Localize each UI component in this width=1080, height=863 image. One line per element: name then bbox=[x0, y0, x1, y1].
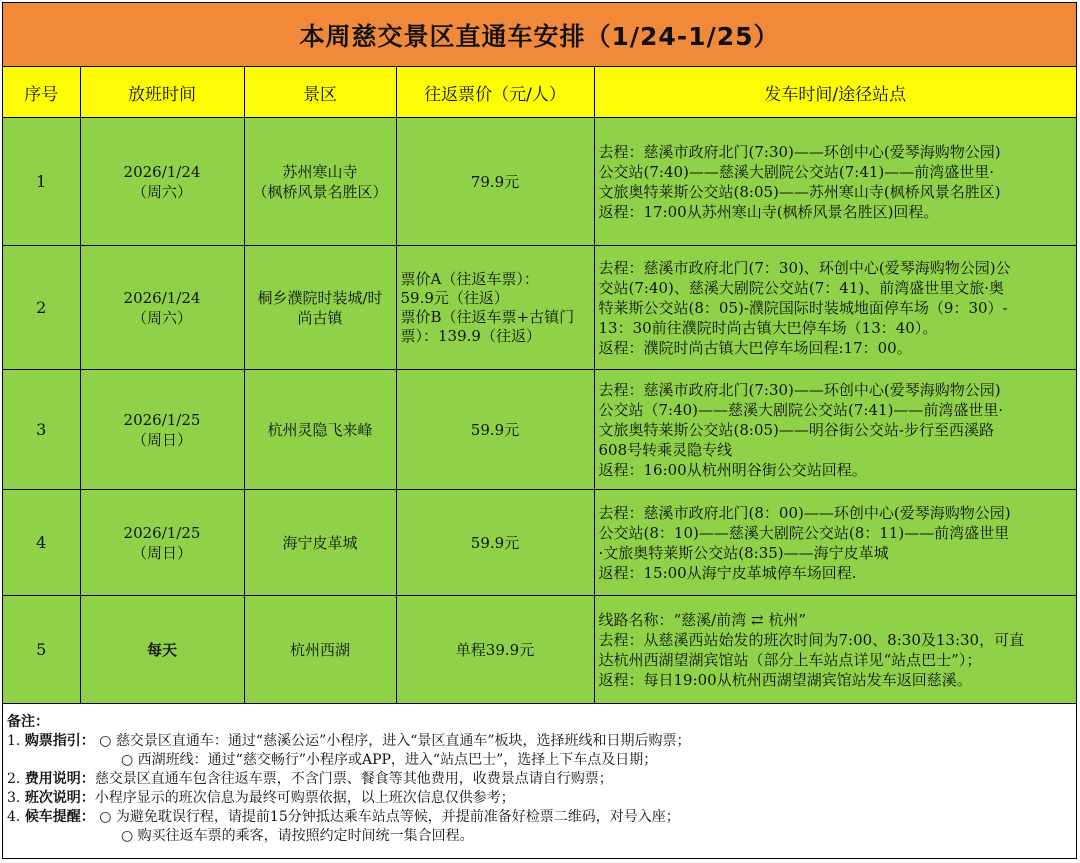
spot-line: 海宁皮革城 bbox=[282, 534, 358, 552]
date-line: 2026/1/25 bbox=[123, 523, 201, 542]
route-line: 去程：慈溪市政府北门(7:30)——环创中心(爱琴海购物公园) bbox=[598, 380, 1001, 399]
route-line: 交站(7:40)、慈溪大剧院公交站(7：41)、前湾盛世里文旅·奥 bbox=[598, 278, 1004, 297]
note-text: ○ 购买往返车票的乘客，请按照约定时间统一集合回程。 bbox=[121, 828, 474, 844]
route-line: 公交站(7:40)——慈溪大剧院公交站(7:41)——前湾盛世里· bbox=[598, 162, 995, 181]
table-row bbox=[3, 246, 1076, 370]
row-no: 5 bbox=[3, 596, 80, 704]
row-spot bbox=[244, 596, 396, 704]
row-no: 2 bbox=[3, 246, 80, 370]
row-price bbox=[396, 118, 594, 246]
row-date bbox=[80, 490, 244, 596]
note-number: 4. bbox=[7, 809, 21, 825]
schedule-table bbox=[3, 67, 1076, 704]
route-line: 去程：慈溪市政府北门(7:30)——环创中心(爱琴海购物公园) bbox=[598, 142, 1001, 161]
row-route bbox=[594, 370, 1076, 490]
page-title: 本周慈交景区直通车安排（1/24-1/25） bbox=[3, 3, 1076, 67]
row-spot bbox=[244, 118, 396, 246]
table-row bbox=[3, 370, 1076, 490]
price-line: 59.9元 bbox=[470, 534, 520, 552]
schedule-sheet bbox=[2, 2, 1077, 859]
price-line: 票价A（往返车票）： bbox=[400, 269, 539, 288]
route-line: 特莱斯公交站(8：05)-濮院国际时装城地面停车场（9：30）- bbox=[598, 298, 1008, 317]
route-line: 返程：15:00从海宁皮革城停车场回程. bbox=[598, 563, 857, 582]
row-spot bbox=[244, 370, 396, 490]
note-text: ○ 为避免耽误行程，请提前15分钟抵达乘车站点等候，并提前准备好检票二维码，对号入座； bbox=[99, 809, 680, 825]
route-line: 达杭州西湖望湖宾馆站（部分上车站点详见“站点巴士”）； bbox=[598, 650, 982, 669]
route-line: 公交站（7:40)——慈溪大剧院公交站(7:41)——前湾盛世里· bbox=[598, 400, 1004, 419]
table-header-row bbox=[3, 67, 1076, 118]
note-label: 班次说明： bbox=[24, 790, 95, 806]
price-line: 票价B（往返车票+古镇门 bbox=[400, 307, 575, 326]
note-number: 1. bbox=[7, 733, 21, 749]
note-text: ○ 西湖班线：通过“慈交畅行”小程序或APP，进入“站点巴士”，选择上下车点及日期； bbox=[121, 752, 658, 768]
price-line: 单程39.9元 bbox=[455, 641, 535, 659]
route-line: 返程：16:00从杭州明谷街公交站回程。 bbox=[598, 460, 867, 479]
route-line: 公交站(8：10)——慈溪大剧院公交站(8：11)——前湾盛世里 bbox=[598, 523, 1010, 542]
route-line: 去程：从慈溪西站始发的班次时间为7:00、8:30及13:30，可直 bbox=[598, 630, 1025, 649]
row-spot bbox=[244, 246, 396, 370]
row-spot bbox=[244, 490, 396, 596]
route-line: 13：30前往濮院时尚古镇大巴停车场（13：40）。 bbox=[598, 318, 938, 337]
row-date bbox=[80, 118, 244, 246]
spot-line: （枫桥风景名胜区） bbox=[252, 182, 388, 201]
row-route bbox=[594, 596, 1076, 704]
route-line: 608号转乘灵隐专线 bbox=[598, 440, 733, 459]
note-label: 候车提醒： bbox=[24, 809, 95, 825]
table-row bbox=[3, 596, 1076, 704]
weekday-line: （周日） bbox=[131, 430, 192, 449]
route-line: 文旅奥特莱斯公交站(8:05)——苏州寒山寺(枫桥风景名胜区) bbox=[598, 182, 1001, 201]
note-number: 2. bbox=[7, 771, 21, 787]
row-date bbox=[80, 246, 244, 370]
note-item bbox=[7, 732, 1076, 751]
note-label: 购票指引： bbox=[24, 733, 95, 749]
row-price bbox=[396, 246, 594, 370]
weekday-line: （周六） bbox=[131, 308, 192, 327]
note-text: 慈交景区直通车包含往返车票，不含门票、餐食等其他费用，收费景点请自行购票； bbox=[94, 771, 613, 787]
date-line: 2026/1/24 bbox=[123, 162, 201, 181]
spot-line: 尚古镇 bbox=[297, 308, 343, 327]
note-item bbox=[7, 770, 1076, 789]
price-line: 79.9元 bbox=[470, 173, 520, 191]
route-line: 返程：濮院时尚古镇大巴停车场回程:17：00。 bbox=[598, 338, 912, 357]
price-line: 票）：139.9（往返） bbox=[400, 326, 541, 345]
row-price bbox=[396, 596, 594, 704]
note-label: 费用说明： bbox=[24, 771, 95, 787]
price-line: 59.9元 bbox=[470, 421, 520, 439]
header-price: 往返票价（元/人） bbox=[396, 67, 594, 118]
table-row bbox=[3, 490, 1076, 596]
header-spot: 景区 bbox=[244, 67, 396, 118]
note-item bbox=[7, 808, 1076, 827]
spot-line: 桐乡濮院时装城/时 bbox=[257, 288, 383, 307]
note-text: ○ 慈交景区直通车：通过“慈溪公运”小程序，进入“景区直通车”板块，选择班线和日期后购票； bbox=[99, 733, 691, 749]
note-text: 小程序显示的班次信息为最终可购票依据，以上班次信息仅供参考； bbox=[94, 790, 515, 806]
note-item-continued bbox=[7, 827, 1076, 846]
row-date bbox=[80, 596, 244, 704]
weekday-line: （周日） bbox=[131, 543, 192, 562]
header-date: 放班时间 bbox=[80, 67, 244, 118]
price-line: 59.9元（往返） bbox=[400, 288, 509, 307]
row-route bbox=[594, 490, 1076, 596]
spot-line: 杭州灵隐飞来峰 bbox=[267, 421, 373, 439]
date-line: 每天 bbox=[146, 640, 177, 659]
route-line: 去程：慈溪市政府北门(8：00)——环创中心(爱琴海购物公园) bbox=[598, 503, 1011, 522]
row-route bbox=[594, 246, 1076, 370]
row-no: 1 bbox=[3, 118, 80, 246]
route-line: 返程：17:00从苏州寒山寺(枫桥风景名胜区)回程。 bbox=[598, 202, 939, 221]
spot-line: 苏州寒山寺 bbox=[282, 162, 358, 181]
route-line: 文旅奥特莱斯公交站(8:05)——明谷街公交站-步行至西溪路 bbox=[598, 420, 994, 439]
note-item-continued bbox=[7, 751, 1076, 770]
row-no: 4 bbox=[3, 490, 80, 596]
date-line: 2026/1/24 bbox=[123, 288, 201, 307]
spot-line: 杭州西湖 bbox=[289, 641, 350, 659]
row-price bbox=[396, 370, 594, 490]
route-line: 返程：每日19:00从杭州西湖望湖宾馆站发车返回慈溪。 bbox=[598, 670, 972, 689]
route-line: ·文旅奥特莱斯公交站(8:35)——海宁皮革城 bbox=[598, 543, 889, 562]
date-line: 2026/1/25 bbox=[123, 410, 201, 429]
row-price bbox=[396, 490, 594, 596]
header-no: 序号 bbox=[3, 67, 80, 118]
row-route bbox=[594, 118, 1076, 246]
weekday-line: （周六） bbox=[131, 182, 192, 201]
table-row bbox=[3, 118, 1076, 246]
row-no: 3 bbox=[3, 370, 80, 490]
note-item bbox=[7, 789, 1076, 808]
row-date bbox=[80, 370, 244, 490]
header-route: 发车时间/途径站点 bbox=[594, 67, 1076, 118]
notes-heading: 备注： bbox=[7, 714, 49, 730]
note-number: 3. bbox=[7, 790, 21, 806]
route-line: 去程：慈溪市政府北门(7：30)、环创中心(爱琴海购物公园)公 bbox=[598, 258, 1011, 277]
notes-section bbox=[3, 707, 1076, 846]
route-line: 线路名称：“慈溪/前湾 ⇄ 杭州” bbox=[598, 610, 806, 629]
